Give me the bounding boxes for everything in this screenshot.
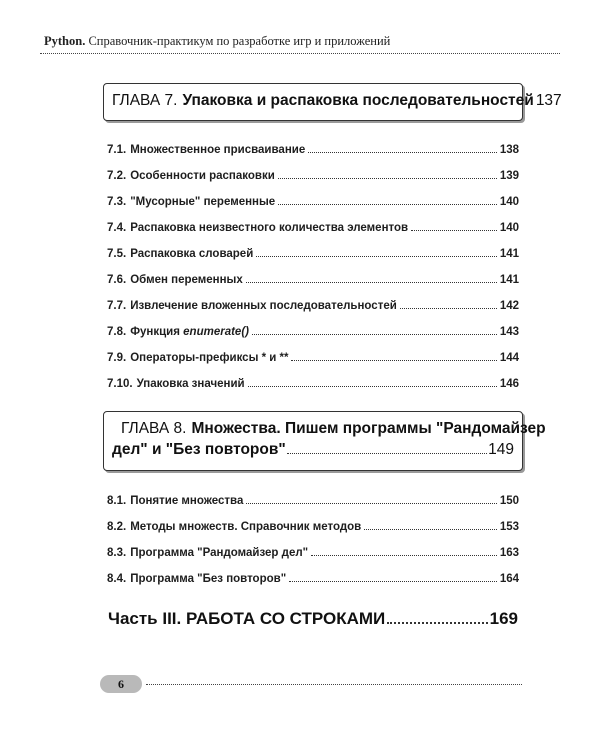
part-3-page: 169: [489, 609, 518, 628]
chapter-7-heading[interactable]: [103, 83, 562, 121]
entry-page: 142: [499, 299, 519, 312]
page-number-badge: 6: [100, 675, 142, 693]
entry-page: 150: [499, 494, 519, 507]
toc-entry-8-2[interactable]: [107, 520, 519, 533]
header-dotted-rule: [40, 53, 560, 54]
entry-title: Программа "Рандомайзер дел": [130, 546, 309, 559]
entry-number: 7.10.: [107, 377, 133, 390]
entry-title: [130, 326, 249, 338]
chapter-8-heading[interactable]: [103, 411, 546, 471]
toc-entry-7-7[interactable]: [107, 299, 519, 312]
part-3-heading[interactable]: [108, 609, 518, 629]
part-3-title: Часть III. РАБОТА СО СТРОКАМИ: [108, 609, 386, 628]
entry-number: 7.4.: [107, 221, 127, 234]
entry-number: 7.5.: [107, 247, 127, 260]
toc-entry-7-2[interactable]: [107, 169, 519, 182]
toc-entry-8-1[interactable]: [107, 494, 519, 507]
entry-title-code: enumerate(): [183, 325, 249, 338]
leader-dots: [308, 143, 497, 153]
entry-number: 7.6.: [107, 273, 127, 286]
entry-number: 8.4.: [107, 572, 127, 585]
toc-entry-7-10[interactable]: [107, 377, 519, 390]
toc-entry-7-3[interactable]: [107, 195, 519, 208]
entry-page: 164: [499, 572, 519, 585]
toc-entry-7-1[interactable]: [107, 143, 519, 156]
chapter-8-title-line1: Множества. Пишем программы "Рандомайзер: [191, 420, 546, 437]
leader-dots: [289, 572, 497, 582]
entry-page: 146: [499, 377, 519, 390]
leader-dots: [400, 299, 497, 309]
leader-dots: [291, 351, 496, 361]
entry-page: 153: [499, 520, 519, 533]
leader-dots: [246, 494, 496, 504]
entry-title: Упаковка значений: [136, 377, 245, 390]
entry-page: 141: [499, 273, 519, 286]
entry-title: Особенности распаковки: [130, 169, 275, 182]
leader-dots: [364, 520, 497, 530]
entry-number: 8.1.: [107, 494, 127, 507]
entry-number: 7.9.: [107, 351, 127, 364]
entry-page: 140: [499, 195, 519, 208]
entry-page: 139: [499, 169, 519, 182]
entry-number: 7.7.: [107, 299, 127, 312]
entry-title: Извлечение вложенных последовательностей: [130, 299, 397, 312]
entry-page: 144: [499, 351, 519, 364]
entry-number: 7.3.: [107, 195, 127, 208]
entry-title: Распаковка неизвестного количества элементов: [130, 221, 409, 234]
entry-page: 163: [499, 546, 519, 559]
chapter-8-page: 149: [488, 441, 514, 458]
entry-page: 138: [499, 143, 519, 156]
leader-dots: [278, 195, 497, 205]
chapter-7-label: ГЛАВА 7.: [112, 92, 178, 109]
entry-title: "Мусорные" переменные: [130, 195, 276, 208]
leader-dots: [252, 325, 497, 335]
entry-page: 141: [499, 247, 519, 260]
entry-title: Программа "Без повторов": [130, 572, 287, 585]
chapter-8-label: ГЛАВА 8.: [121, 420, 187, 437]
leader-dots: [411, 221, 497, 231]
entry-title: Распаковка словарей: [130, 247, 254, 260]
entry-title: Обмен переменных: [130, 273, 243, 286]
running-head: [44, 34, 390, 49]
entry-number: 8.2.: [107, 520, 127, 533]
toc-entry-7-5[interactable]: [107, 247, 519, 260]
chapter-7-title: Упаковка и распаковка последовательностей: [182, 92, 534, 109]
toc-entry-7-6[interactable]: [107, 273, 519, 286]
entry-title: Методы множеств. Справочник методов: [130, 520, 362, 533]
toc-entry-7-9[interactable]: [107, 351, 519, 364]
leader-dots: [387, 610, 487, 624]
entry-page: 143: [499, 325, 519, 338]
entry-number: 7.8.: [107, 325, 127, 338]
leader-dots: [287, 442, 487, 454]
leader-dots: [311, 546, 497, 556]
leader-dots: [248, 377, 497, 387]
footer-dotted-rule: [146, 684, 522, 685]
entry-title: Понятие множества: [130, 494, 244, 507]
toc-entry-8-4[interactable]: [107, 572, 519, 585]
toc-entry-8-3[interactable]: [107, 546, 519, 559]
chapter-7-page: 137: [535, 92, 562, 109]
book-title: Python.: [44, 34, 86, 48]
entry-number: 8.3.: [107, 546, 127, 559]
leader-dots: [256, 247, 497, 257]
book-subtitle: Справочник-практикум по разработке игр и приложений: [88, 34, 391, 48]
entry-title: Операторы-префиксы * и **: [130, 351, 289, 364]
chapter-8-title-line2: дел" и "Без повторов": [112, 441, 286, 458]
entry-page: 140: [499, 221, 519, 234]
toc-entry-7-8[interactable]: [107, 325, 519, 338]
entry-number: 7.1.: [107, 143, 127, 156]
leader-dots: [246, 273, 497, 283]
entry-title-text: Функция: [130, 325, 184, 338]
entry-title: Множественное присваивание: [130, 143, 306, 156]
leader-dots: [278, 169, 497, 179]
entry-number: 7.2.: [107, 169, 127, 182]
toc-entry-7-4[interactable]: [107, 221, 519, 234]
